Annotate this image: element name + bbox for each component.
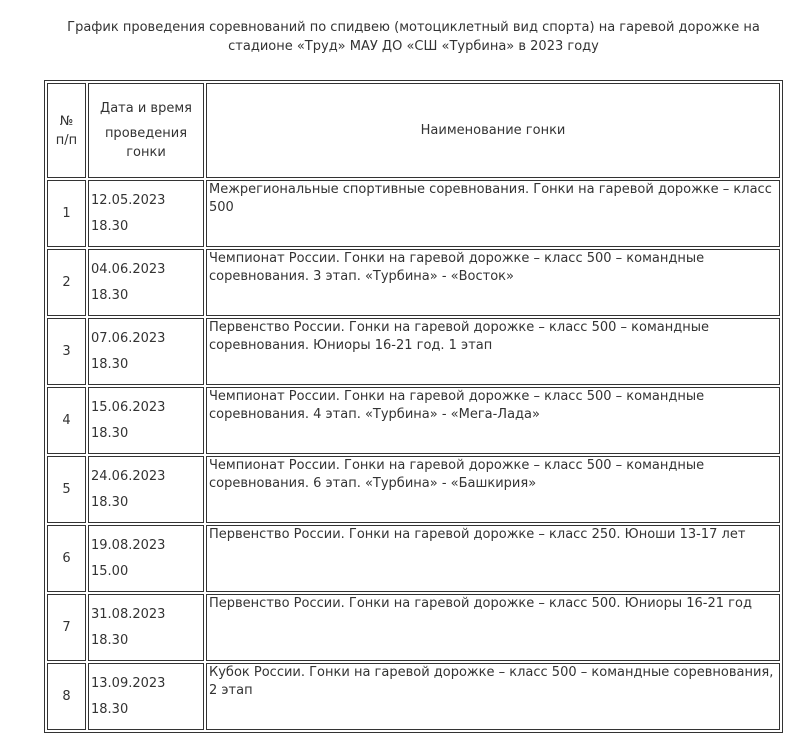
table-row: [47, 387, 780, 454]
row-race-name: Межрегиональные спортивные соревнования. Гонки на гаревой дорожке – класс 500: [206, 180, 780, 247]
row-number: 3: [47, 318, 86, 385]
row-date-cell: [88, 663, 204, 730]
row-date-cell: [88, 594, 204, 661]
row-date: 13.09.2023: [91, 675, 166, 691]
row-number: 2: [47, 249, 86, 316]
table-row: [47, 180, 780, 247]
row-date-cell: [88, 456, 204, 523]
row-number: 6: [47, 525, 86, 592]
row-number: 8: [47, 663, 86, 730]
row-race-name: Чемпионат России. Гонки на гаревой дорожке – класс 500 – командные соревнования. 3 этап. «Турбина» - «Восток»: [206, 249, 780, 316]
row-time: 18.30: [91, 356, 129, 372]
header-number-line2: п/п: [55, 132, 78, 148]
row-date: 15.06.2023: [91, 399, 166, 415]
row-date: 24.06.2023: [91, 468, 166, 484]
row-time: 18.30: [91, 425, 129, 441]
column-header-name: Наименование гонки: [206, 83, 780, 178]
table-row: [47, 594, 780, 661]
row-date: 07.06.2023: [91, 330, 166, 346]
row-date: 19.08.2023: [91, 537, 166, 553]
row-race-name: Чемпионат России. Гонки на гаревой дорожке – класс 500 – командные соревнования. 4 этап. «Турбина» - «Мега-Лада»: [206, 387, 780, 454]
row-race-name: Первенство России. Гонки на гаревой дорожке – класс 500. Юниоры 16-21 год: [206, 594, 780, 661]
row-number: 1: [47, 180, 86, 247]
table-header-row: [47, 83, 780, 178]
row-date-cell: [88, 180, 204, 247]
row-number: 4: [47, 387, 86, 454]
page-title: График проведения соревнований по спидвею (мотоциклетный вид спорта) на гаревой дорожке на стадионе «Труд» МАУ ДО «СШ «Турбина» в 2023 году: [67, 20, 760, 54]
header-date-line1: Дата и время: [100, 101, 192, 116]
table-row: [47, 456, 780, 523]
header-date-line3: гонки: [126, 145, 166, 160]
row-time: 15.00: [91, 563, 129, 579]
row-time: 18.30: [91, 632, 129, 648]
row-date: 12.05.2023: [91, 192, 166, 208]
table-row: [47, 525, 780, 592]
row-date: 04.06.2023: [91, 261, 166, 277]
row-number: 5: [47, 456, 86, 523]
row-date-cell: [88, 525, 204, 592]
table-row: [47, 663, 780, 730]
table-row: [47, 318, 780, 385]
row-race-name: Чемпионат России. Гонки на гаревой дорожке – класс 500 – командные соревнования. 6 этап. «Турбина» - «Башкирия»: [206, 456, 780, 523]
row-race-name: Первенство России. Гонки на гаревой дорожке – класс 250. Юноши 13-17 лет: [206, 525, 780, 592]
table-row: [47, 249, 780, 316]
schedule-table: [44, 80, 783, 733]
row-number: 7: [47, 594, 86, 661]
row-time: 18.30: [91, 701, 129, 717]
row-time: 18.30: [91, 218, 129, 234]
row-race-name: Кубок России. Гонки на гаревой дорожке – класс 500 – командные соревнования, 2 этап: [206, 663, 780, 730]
row-time: 18.30: [91, 494, 129, 510]
row-date-cell: [88, 318, 204, 385]
row-time: 18.30: [91, 287, 129, 303]
header-number-line1: №: [59, 113, 74, 129]
row-date: 31.08.2023: [91, 606, 166, 622]
header-date-line2: проведения: [104, 126, 188, 141]
column-header-number: [47, 83, 86, 178]
row-race-name: Первенство России. Гонки на гаревой дорожке – класс 500 – командные соревнования. Юниоры 16-21 год. 1 этап: [206, 318, 780, 385]
column-header-date: [88, 83, 204, 178]
row-date-cell: [88, 387, 204, 454]
row-date-cell: [88, 249, 204, 316]
